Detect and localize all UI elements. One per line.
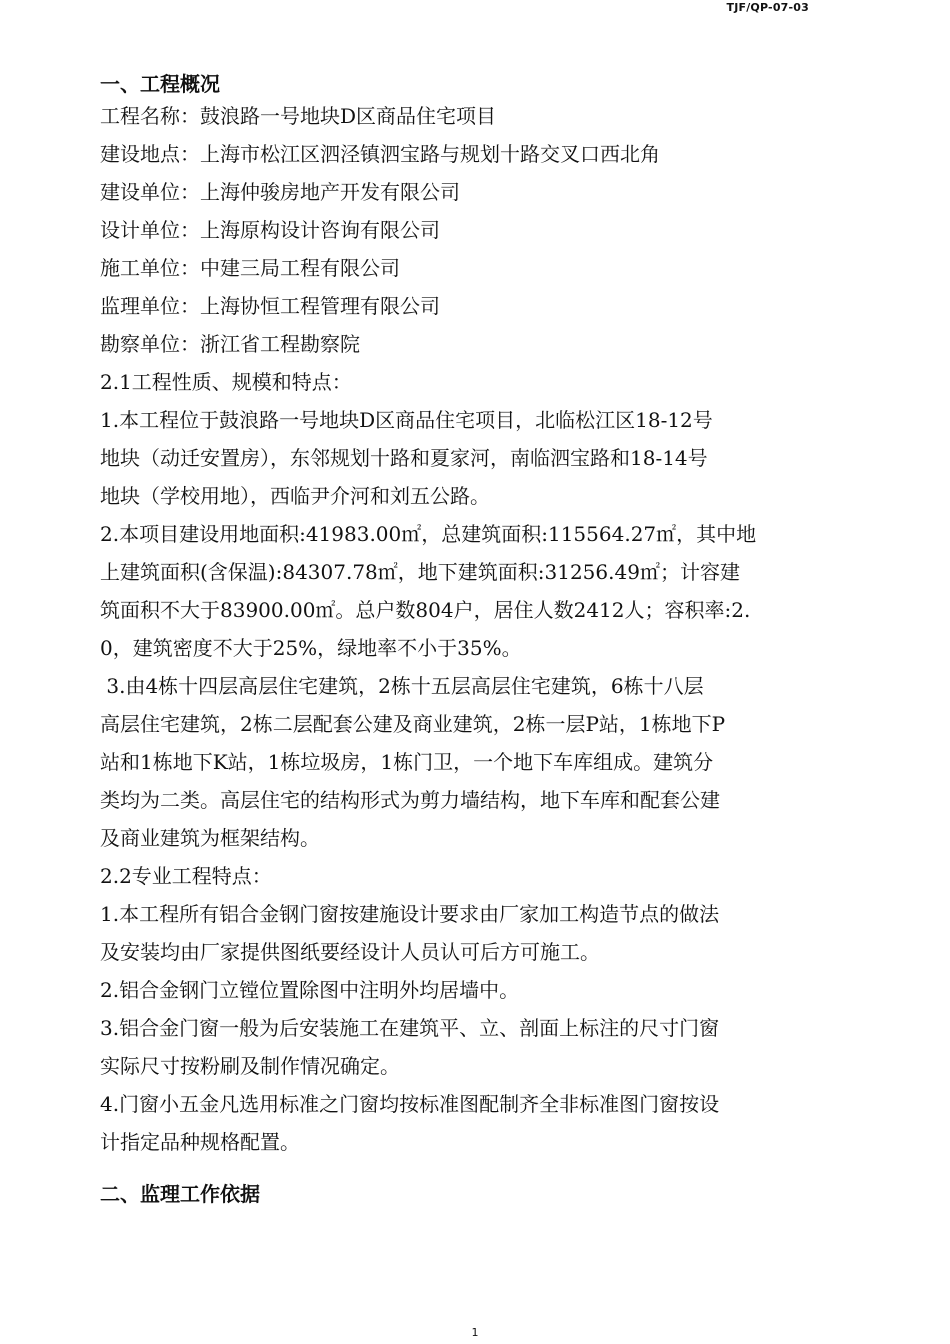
field-value: 鼓浪路一号地块D区商品住宅项目	[200, 104, 497, 128]
field-value: 上海仲骏房地产开发有限公司	[200, 180, 460, 204]
text-line: 筑面积不大于83900.00㎡。总户数804户，居住人数2412人；容积率:2.	[100, 598, 751, 622]
field-label: 勘察单位：	[100, 332, 200, 356]
document-code: TJF/QP-07-03	[726, 1, 809, 14]
field-label: 工程名称：	[100, 104, 200, 128]
text-line: 地块（动迁安置房），东邻规划十路和夏家河，南临泗宝路和18-14号	[100, 446, 708, 470]
text-line: 高层住宅建筑，2栋二层配套公建及商业建筑，2栋一层P站，1栋地下P	[100, 712, 726, 736]
field-supervisor	[100, 287, 816, 325]
field-surveyor	[100, 325, 816, 363]
field-label: 施工单位：	[100, 256, 200, 280]
field-value: 上海市松江区泗泾镇泗宝路与规划十路交叉口西北角	[200, 142, 660, 166]
section-heading-basis: 二、监理工作依据	[100, 1182, 260, 1206]
subsection-title-nature-scale: 2.1工程性质、规模和特点：	[100, 370, 352, 394]
text-line: 上建筑面积(含保温):84307.78㎡，地下建筑面积:31256.49㎡；计容建	[100, 560, 740, 584]
field-value: 浙江省工程勘察院	[200, 332, 360, 356]
text-line: 2.本项目建设用地面积:41983.00㎡，总建筑面积:115564.27㎡，其中地	[100, 522, 757, 546]
text-line: 类均为二类。高层住宅的结构形式为剪力墙结构，地下车库和配套公建	[100, 788, 720, 812]
field-project-name	[100, 97, 816, 135]
field-contractor	[100, 249, 816, 287]
text-line: 地块（学校用地），西临尹介河和刘五公路。	[100, 484, 490, 508]
text-line: 实际尺寸按粉刷及制作情况确定。	[100, 1054, 400, 1078]
text-line: 计指定品种规格配置。	[100, 1130, 300, 1154]
paragraph-nature-scale	[100, 401, 816, 857]
field-owner	[100, 173, 816, 211]
page-number: 1	[471, 1326, 479, 1339]
text-line: 0，建筑密度不大于25%，绿地率不小于35%。	[100, 636, 522, 660]
field-label: 建设单位：	[100, 180, 200, 204]
text-line: 2.铝合金钢门立镗位置除图中注明外均居墙中。	[100, 978, 520, 1002]
field-construction-site	[100, 135, 816, 173]
field-value: 上海协恒工程管理有限公司	[200, 294, 440, 318]
field-label: 建设地点：	[100, 142, 200, 166]
field-designer	[100, 211, 816, 249]
text-line: 4.门窗小五金凡选用标准之门窗均按标准图配制齐全非标准图门窗按设	[100, 1092, 720, 1116]
field-label: 监理单位：	[100, 294, 200, 318]
subsection-title-special-features: 2.2专业工程特点：	[100, 864, 272, 888]
text-line: 及安装均由厂家提供图纸要经设计人员认可后方可施工。	[100, 940, 600, 964]
text-line: 3.由4栋十四层高层住宅建筑，2栋十五层高层住宅建筑，6栋十八层	[100, 674, 704, 698]
text-line: 1.本工程位于鼓浪路一号地块D区商品住宅项目，北临松江区18-12号	[100, 408, 713, 432]
project-info-fields	[100, 97, 816, 363]
text-line: 及商业建筑为框架结构。	[100, 826, 320, 850]
document-body	[100, 71, 816, 1207]
paragraph-special-features	[100, 895, 816, 1161]
text-line: 站和1栋地下K站，1栋垃圾房，1栋门卫，一个地下车库组成。建筑分	[100, 750, 714, 774]
field-value: 中建三局工程有限公司	[200, 256, 400, 280]
text-line: 3.铝合金门窗一般为后安装施工在建筑平、立、剖面上标注的尺寸门窗	[100, 1016, 720, 1040]
text-line: 1.本工程所有铝合金钢门窗按建施设计要求由厂家加工构造节点的做法	[100, 902, 720, 926]
field-value: 上海原构设计咨询有限公司	[200, 218, 440, 242]
field-label: 设计单位：	[100, 218, 200, 242]
section-heading-overview: 一、工程概况	[100, 72, 220, 96]
